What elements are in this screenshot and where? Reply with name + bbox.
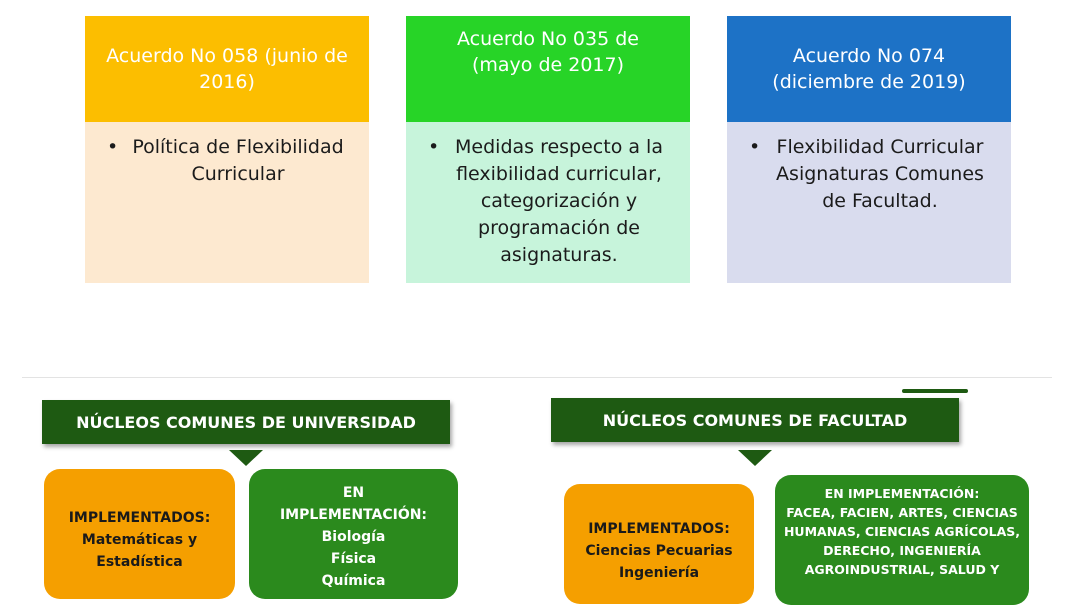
down-arrow-icon (229, 450, 263, 466)
faculty-in-progress-box (775, 475, 1029, 605)
card-title: Acuerdo No 074 (diciembre de 2019) (772, 45, 966, 93)
in-progress-line: FACEA, FACIEN, ARTES, CIENCIAS (786, 505, 1018, 520)
body-line: programación de (478, 217, 640, 239)
university-banner-label: NÚCLEOS COMUNES DE UNIVERSIDAD (76, 412, 416, 432)
body-line: categorización y (480, 190, 638, 212)
bullet-icon: • (749, 136, 761, 158)
implemented-item: Matemáticas y (81, 532, 198, 548)
bullet-icon: • (107, 136, 119, 158)
implemented-item: Estadística (96, 554, 183, 570)
card-title: Acuerdo No 035 de (mayo de 2017) (457, 28, 639, 76)
body-line: asignaturas. (500, 244, 618, 266)
card-body (85, 122, 369, 283)
bullet-item (428, 134, 672, 269)
card-title: Acuerdo No 058 (junio de 2016) (106, 45, 348, 93)
faculty-implemented-box (564, 484, 754, 604)
section-divider (22, 377, 1052, 378)
bullet-item (107, 134, 351, 188)
university-banner (42, 400, 450, 444)
in-progress-title: EN IMPLEMENTACIÓN: (824, 486, 980, 501)
card-body (406, 122, 690, 283)
card-header (406, 16, 690, 122)
bullet-icon: • (428, 136, 440, 158)
in-progress-title: IMPLEMENTACIÓN: (279, 507, 428, 523)
faculty-banner-label: NÚCLEOS COMUNES DE FACULTAD (602, 410, 908, 430)
card-acuerdo-035 (406, 16, 690, 283)
card-body (727, 122, 1011, 283)
bullet-item (749, 134, 993, 215)
body-line: Asignaturas Comunes (776, 163, 984, 185)
card-acuerdo-074 (727, 16, 1011, 283)
bullet-text (446, 134, 672, 269)
body-line: Curricular (191, 163, 285, 185)
body-line: Medidas respecto a la (455, 136, 663, 158)
body-line: de Facultad. (822, 190, 938, 212)
in-progress-title: EN (342, 485, 365, 501)
body-line: Flexibilidad Curricular (776, 136, 984, 158)
decorative-bar (902, 389, 968, 393)
in-progress-line: AGROINDUSTRIAL, SALUD Y (804, 562, 1000, 577)
in-progress-item: Química (321, 573, 386, 589)
implemented-item: Ingeniería (618, 565, 700, 581)
down-arrow-icon (738, 450, 772, 466)
in-progress-item: Física (330, 551, 377, 567)
in-progress-item: Biología (321, 529, 386, 545)
body-line: Política de Flexibilidad (132, 136, 344, 158)
in-progress-line: HUMANAS, CIENCIAS AGRÍCOLAS, (783, 524, 1021, 539)
implemented-title: IMPLEMENTADOS: (68, 510, 211, 526)
implemented-item: Ciencias Pecuarias (585, 543, 733, 559)
in-progress-line: DERECHO, INGENIERÍA (823, 543, 981, 558)
body-line: flexibilidad curricular, (456, 163, 662, 185)
bullet-text (125, 134, 351, 188)
faculty-banner (551, 398, 959, 442)
bullet-text (767, 134, 993, 215)
card-acuerdo-058 (85, 16, 369, 283)
card-header (727, 16, 1011, 122)
implemented-title: IMPLEMENTADOS: (588, 521, 730, 537)
card-header (85, 16, 369, 122)
